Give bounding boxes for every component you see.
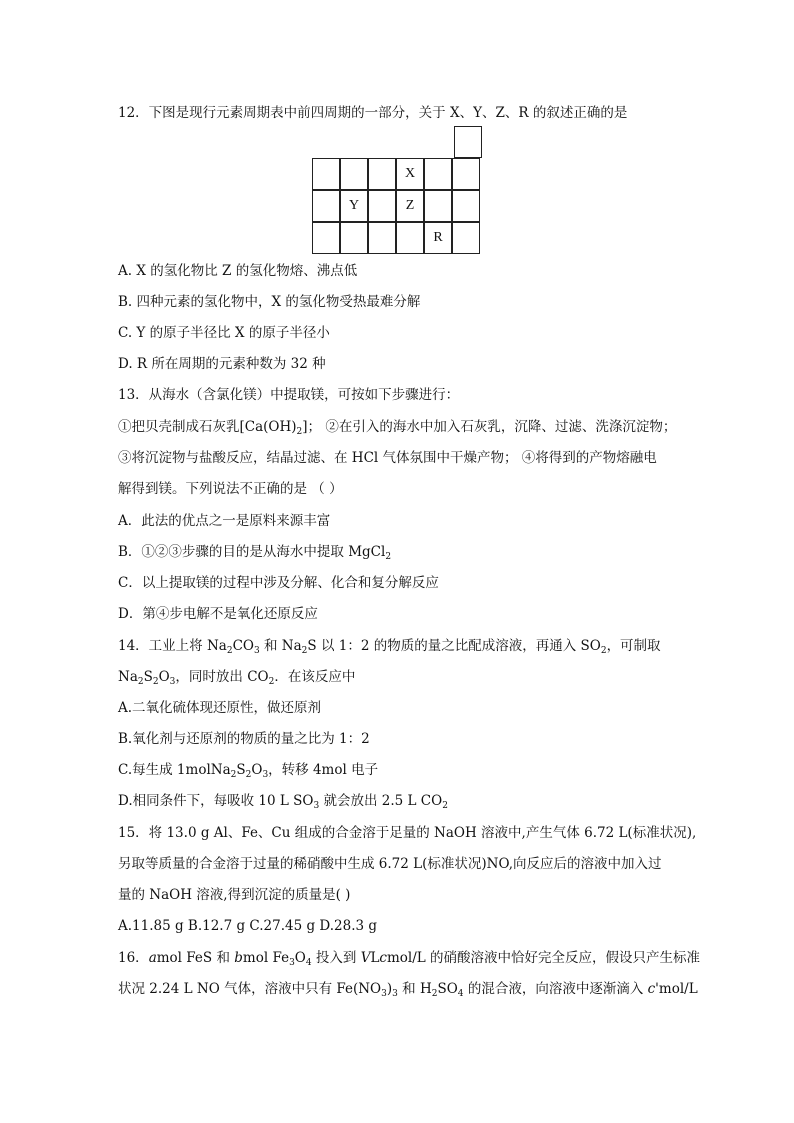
table-cell-r: R	[424, 222, 452, 254]
table-cell	[368, 190, 396, 222]
q15-options: A.11.85 g B.12.7 g C.27.45 g D.28.3 g	[118, 918, 378, 934]
q16-stem-line-1: 16．amol FeS 和 bmol $Fe_3O_4$ 投入到 VLcmol/L 的硝酸溶液中恰好完全反应，假设只产生标准	[118, 950, 701, 968]
table-cell	[312, 158, 340, 190]
q12-option-d: D. R 所在周期的元素种数为 32 种	[118, 356, 326, 372]
q13-option-c: C．以上提取镁的过程中涉及分解、化合和复分解反应	[118, 575, 439, 591]
q14-option-c: C.每生成 $1molNa_2S_2O_3$，转移 4mol 电子	[118, 762, 379, 780]
table-cell	[424, 158, 452, 190]
q13-stem: 13．从海水（含氯化镁）中提取镁，可按如下步骤进行：	[118, 387, 460, 403]
table-cell	[452, 190, 480, 222]
table-cell-x: X	[396, 158, 424, 190]
periodic-table-fragment	[312, 126, 482, 254]
q14-stem-line-1: 14．工业上将 $Na_2CO_3$ 和 $Na_2S$ 以 1：2 的物质的量之比配成溶液，再通入 $SO_2$，可制取	[118, 638, 661, 656]
table-cell	[312, 222, 340, 254]
table-cell	[452, 158, 480, 190]
table-cell	[424, 190, 452, 222]
q12-stem: 12．下图是现行元素周期表中前四周期的一部分，关于 X、Y、Z、R 的叙述正确的是	[118, 105, 628, 121]
q14-option-a: A.二氧化硫体现还原性，做还原剂	[118, 700, 322, 716]
table-cell	[396, 222, 424, 254]
q14-option-b: B.氧化剂与还原剂的物质的量之比为 1：2	[118, 731, 370, 747]
q12-option-b: B. 四种元素的氢化物中，X 的氢化物受热最难分解	[118, 294, 421, 310]
q15-stem-line-2: 另取等质量的合金溶于过量的稀硝酸中生成 6.72 L(标准状况)NO,向反应后的溶液中加入过	[118, 856, 662, 872]
table-cell	[340, 222, 368, 254]
q12-option-c: C. Y 的原子半径比 X 的原子半径小	[118, 325, 330, 341]
table-cell	[368, 222, 396, 254]
q14-option-d: D.相同条件下，每吸收 10 L $SO_3$ 就会放出 2.5 L $CO_2$	[118, 793, 448, 811]
q13-option-a: A．此法的优点之一是原料来源丰富	[118, 513, 331, 529]
table-cell	[454, 126, 482, 158]
table-cell-y: Y	[340, 190, 368, 222]
q12-option-a: A. X 的氢化物比 Z 的氢化物熔、沸点低	[118, 263, 358, 279]
q15-stem-line-1: 15．将 13.0 g Al、Fe、Cu 组成的合金溶于足量的 NaOH 溶液中,产生气体 6.72 L(标准状况),	[118, 825, 697, 841]
table-cell	[368, 158, 396, 190]
q13-step-line-2: ③将沉淀物与盐酸反应，结晶过滤、在 HCl 气体氛围中干燥产物； ④将得到的产物熔融电	[118, 450, 657, 466]
table-cell	[312, 190, 340, 222]
table-cell	[340, 158, 368, 190]
q16-stem-line-2: 状况 2.24 L NO 气体，溶液中只有 $Fe(NO_3)_3$ 和 $H_2SO_4$ 的混合液，向溶液中逐渐滴入 c'mol/L	[118, 981, 698, 999]
table-cell	[452, 222, 480, 254]
q14-stem-line-2: $Na_2S_2O_3$，同时放出 $CO_2$．在该反应中	[118, 669, 356, 687]
q13-option-b: B．①②③步骤的目的是从海水中提取 MgCl$_2$	[118, 544, 392, 562]
q13-option-d: D．第④步电解不是氧化还原反应	[118, 606, 318, 622]
q15-stem-line-3: 量的 NaOH 溶液,得到沉淀的质量是( )	[118, 887, 351, 903]
q13-step-line-3: 解得到镁。下列说法不正确的是 （ ）	[118, 481, 343, 497]
q13-step-line-1: ①把贝壳制成石灰乳$[Ca(OH)_2]$； ②在引入的海水中加入石灰乳，沉降、过滤、洗涤沉淀物；	[118, 419, 677, 437]
table-cell-z: Z	[396, 190, 424, 222]
